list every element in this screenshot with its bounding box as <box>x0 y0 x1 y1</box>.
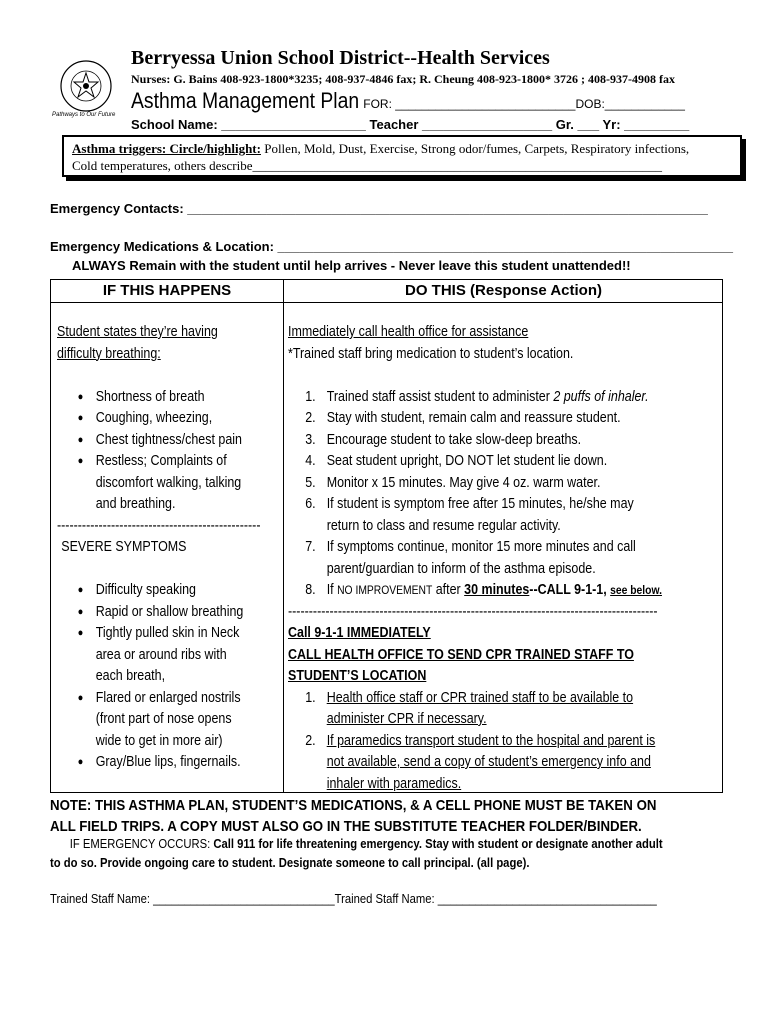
trained-staff-name-field-1[interactable]: Trained Staff Name: _____________________________ <box>50 892 335 906</box>
table-header-row <box>51 280 722 303</box>
list-item: ● Gray/Blue lips, fingernails. <box>57 752 272 774</box>
response-intro: Immediately call health office for assistance <box>288 324 529 340</box>
response-intro-2: *Trained staff bring medication to student’s location. <box>288 345 574 362</box>
plan-title: Asthma Management Plan <box>131 88 360 113</box>
if-emergency-text-2: to do so. Provide ongoing care to student. Designate someone to call principal. (all page). <box>50 856 530 870</box>
response-steps <box>288 387 662 602</box>
list-item: 2. If paramedics transport student to the hospital and parent is not available, send a copy of student’s emergency info and inhaler with paramedics. <box>305 732 656 792</box>
list-item: 2. Stay with student, remain calm and reassure student. <box>305 410 621 426</box>
if-emergency-label: IF EMERGENCY OCCURS: <box>69 837 211 851</box>
field-trip-note <box>50 795 656 837</box>
triggers-other[interactable]: Cold temperatures, others describe_______________________________________________________________ <box>72 158 662 173</box>
note-line-1: NOTE: THIS ASTHMA PLAN, STUDENT’S MEDICATIONS, & A CELL PHONE MUST BE TAKEN ON <box>50 797 657 814</box>
district-title: Berryessa Union School District--Health Services <box>131 47 550 69</box>
list-item: 1. Health office staff or CPR trained staff to be available to administer CPR if necessary. <box>305 689 634 727</box>
emergency-contacts-field[interactable]: Emergency Contacts: ________________________________________________________________________ <box>50 201 708 216</box>
note-line-2: ALL FIELD TRIPS. A COPY MUST ALSO GO IN THE SUBSTITUTE TEACHER FOLDER/BINDER. <box>50 818 642 835</box>
emergency-steps <box>288 688 662 796</box>
severe-symptoms-title: SEVERE SYMPTOMS <box>61 539 187 555</box>
list-item: 3. Encourage student to take slow-deep breaths. <box>305 431 582 448</box>
header-do-this: DO THIS (Response Action) <box>405 282 602 299</box>
logo-tagline: Pathways to Our Future <box>52 112 116 118</box>
triggers-label: Asthma triggers: Circle/highlight: <box>72 141 261 156</box>
if-emergency-text: Call 911 for life threatening emergency. Stay with student or designate another adult <box>210 837 663 851</box>
list-item: ● Restless; Complaints of discomfort walking, talking and breathing. <box>57 451 272 516</box>
column-divider <box>283 280 284 792</box>
symptoms-column <box>57 322 272 774</box>
header-if-this-happens: IF THIS HAPPENS <box>102 282 232 299</box>
list-item: 8. If NO IMPROVEMENT after 30 minutes--CALL 9-1-1, see below. <box>305 582 662 598</box>
district-logo <box>50 56 122 120</box>
triggers-list[interactable]: Pollen, Mold, Dust, Exercise, Strong odor/fumes, Carpets, Respiratory infections, <box>260 141 690 156</box>
asthma-triggers-box <box>62 135 742 177</box>
nurses-contact-line: Nurses: G. Bains 408-923-1800*3235; 408-937-4846 fax; R. Cheung 408-923-1800* 3726 ; 408-937-4908 fax <box>131 72 675 86</box>
list-item: 1. Trained staff assist student to administer 2 puffs of inhaler. <box>305 388 649 405</box>
school-info-line[interactable]: School Name: ____________________ Teacher __________________ Gr. ___ Yr: _________ <box>131 117 690 132</box>
list-item: ● Shortness of breath <box>57 387 272 409</box>
always-remain-warning: ALWAYS Remain with the student until help arrives - Never leave this student unattended!! <box>72 258 631 273</box>
list-item: ● Difficulty speaking <box>57 580 272 602</box>
list-item: ● Flared or enlarged nostrils (front part of nose opens wide to get in more air) <box>57 688 272 753</box>
list-item: 7. If symptoms continue, monitor 15 more minutes and call parent/guardian to inform of the asthma episode. <box>305 539 636 577</box>
response-column <box>288 322 662 795</box>
student-location-heading: STUDENT’S LOCATION <box>288 668 427 684</box>
plan-title-row <box>131 88 685 114</box>
dob-field[interactable]: DOB:____________ <box>575 97 685 111</box>
list-item: ● Coughing, wheezing, <box>57 408 272 430</box>
symptom-list <box>57 387 272 516</box>
list-item: 5. Monitor x 15 minutes. May give 4 oz. warm water. <box>305 474 601 491</box>
call-911-heading: Call 9-1-1 IMMEDIATELY <box>288 625 431 641</box>
if-emergency-instructions <box>50 835 663 873</box>
severe-symptom-list <box>57 580 272 774</box>
section-divider: ----------------------------------------------------------------------------------------- <box>288 603 658 620</box>
call-health-office-heading: CALL HEALTH OFFICE TO SEND CPR TRAINED STAFF TO <box>288 646 634 663</box>
list-item: 4. Seat student upright, DO NOT let student lie down. <box>305 453 608 469</box>
for-field[interactable]: FOR: ___________________________ <box>363 97 576 111</box>
trained-staff-name-field-2[interactable]: Trained Staff Name: ___________________________________ <box>334 892 657 906</box>
list-item: ● Tightly pulled skin in Neck area or around ribs with each breath, <box>57 623 272 688</box>
symptoms-intro: Student states they’re having <box>57 324 218 340</box>
symptoms-intro-2: difficulty breathing: <box>57 345 161 362</box>
emergency-medications-field[interactable]: Emergency Medications & Location: _______________________________________________________________ <box>50 239 734 254</box>
list-item: ● Chest tightness/chest pain <box>57 430 272 452</box>
list-item: ● Rapid or shallow breathing <box>57 602 272 624</box>
section-divider: ------------------------------------------------- <box>57 517 261 534</box>
trained-staff-names <box>50 892 657 906</box>
list-item: 6. If student is symptom free after 15 minutes, he/she may return to class and resume regular activity. <box>305 496 634 534</box>
